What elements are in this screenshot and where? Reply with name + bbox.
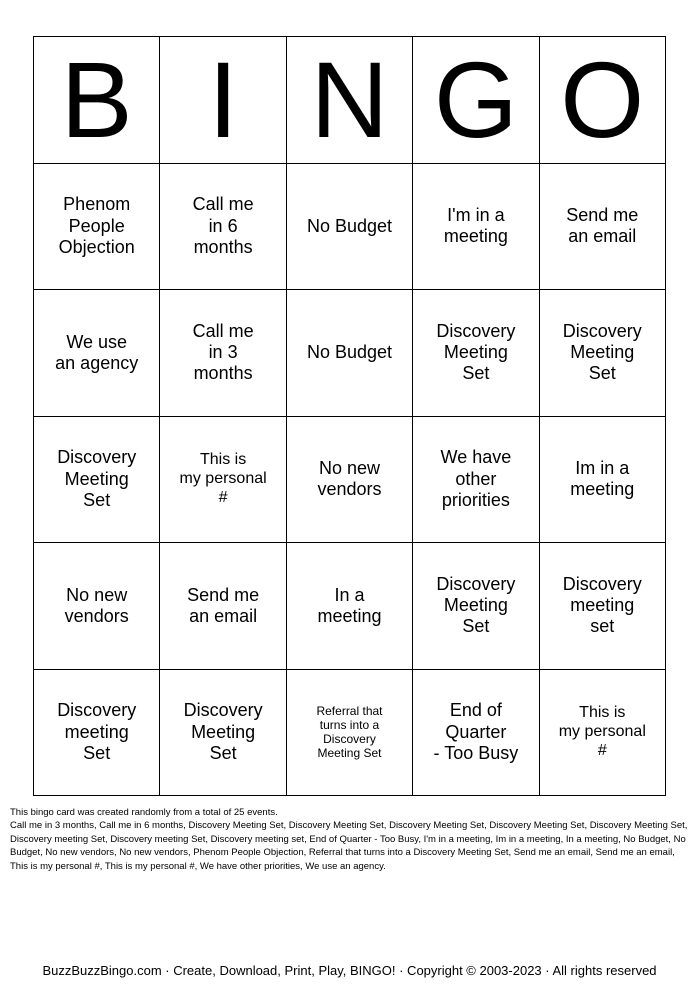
bingo-square: We have other priorities bbox=[413, 417, 539, 544]
bingo-square: Call me in 6 months bbox=[160, 164, 286, 291]
bingo-card bbox=[33, 36, 666, 796]
bingo-square: End of Quarter - Too Busy bbox=[413, 670, 539, 797]
bingo-square: Discovery meeting Set bbox=[34, 670, 160, 797]
bingo-square: In a meeting bbox=[287, 543, 413, 670]
bingo-square: Send me an email bbox=[540, 164, 666, 291]
bingo-square: We use an agency bbox=[34, 290, 160, 417]
bingo-square: No new vendors bbox=[34, 543, 160, 670]
bingo-square: Call me in 3 months bbox=[160, 290, 286, 417]
bingo-square: This is my personal # bbox=[540, 670, 666, 797]
event-list bbox=[10, 806, 692, 873]
header-letter-o: O bbox=[540, 37, 666, 164]
bingo-square: Discovery Meeting Set bbox=[160, 670, 286, 797]
bingo-square: No Budget bbox=[287, 164, 413, 291]
bingo-square: I'm in a meeting bbox=[413, 164, 539, 291]
header-letter-i: I bbox=[160, 37, 286, 164]
bingo-square: Im in a meeting bbox=[540, 417, 666, 544]
bingo-square: This is my personal # bbox=[160, 417, 286, 544]
bingo-square: Referral that turns into a Discovery Meeting Set bbox=[287, 670, 413, 797]
bingo-square: No Budget bbox=[287, 290, 413, 417]
bingo-square: Discovery Meeting Set bbox=[413, 543, 539, 670]
event-list-intro: This bingo card was created randomly from a total of 25 events. bbox=[10, 807, 278, 818]
bingo-square: Discovery Meeting Set bbox=[413, 290, 539, 417]
bingo-square: Discovery meeting set bbox=[540, 543, 666, 670]
bingo-square: Phenom People Objection bbox=[34, 164, 160, 291]
bingo-square: Send me an email bbox=[160, 543, 286, 670]
bingo-square: Discovery Meeting Set bbox=[34, 417, 160, 544]
header-letter-b: B bbox=[34, 37, 160, 164]
copyright-line: BuzzBuzzBingo.com · Create, Download, Print, Play, BINGO! · Copyright © 2003-2023 · All rights reserved bbox=[42, 963, 657, 978]
event-list-items: Call me in 3 months, Call me in 6 months, Discovery Meeting Set, Discovery Meeting Set, Discovery Meeting Set, Discovery Meeting Set, Discovery Meeting Set, Discovery meeting Set, Discovery meeting Set, Discovery meeting set, End of Quarter - Too Busy, I'm in a meeting, Im in a meeting, In a meeting, No Budget, No Budget, No new vendors, No new vendors, Phenom People Objection, Referral that turns into a Discovery Meeting Set, Send me an email, Send me an email, This is my personal #, This is my personal #, We have other priorities, We use an agency. bbox=[10, 820, 688, 872]
bingo-square: Discovery Meeting Set bbox=[540, 290, 666, 417]
header-letter-g: G bbox=[413, 37, 539, 164]
header-letter-n: N bbox=[287, 37, 413, 164]
bingo-square: No new vendors bbox=[287, 417, 413, 544]
